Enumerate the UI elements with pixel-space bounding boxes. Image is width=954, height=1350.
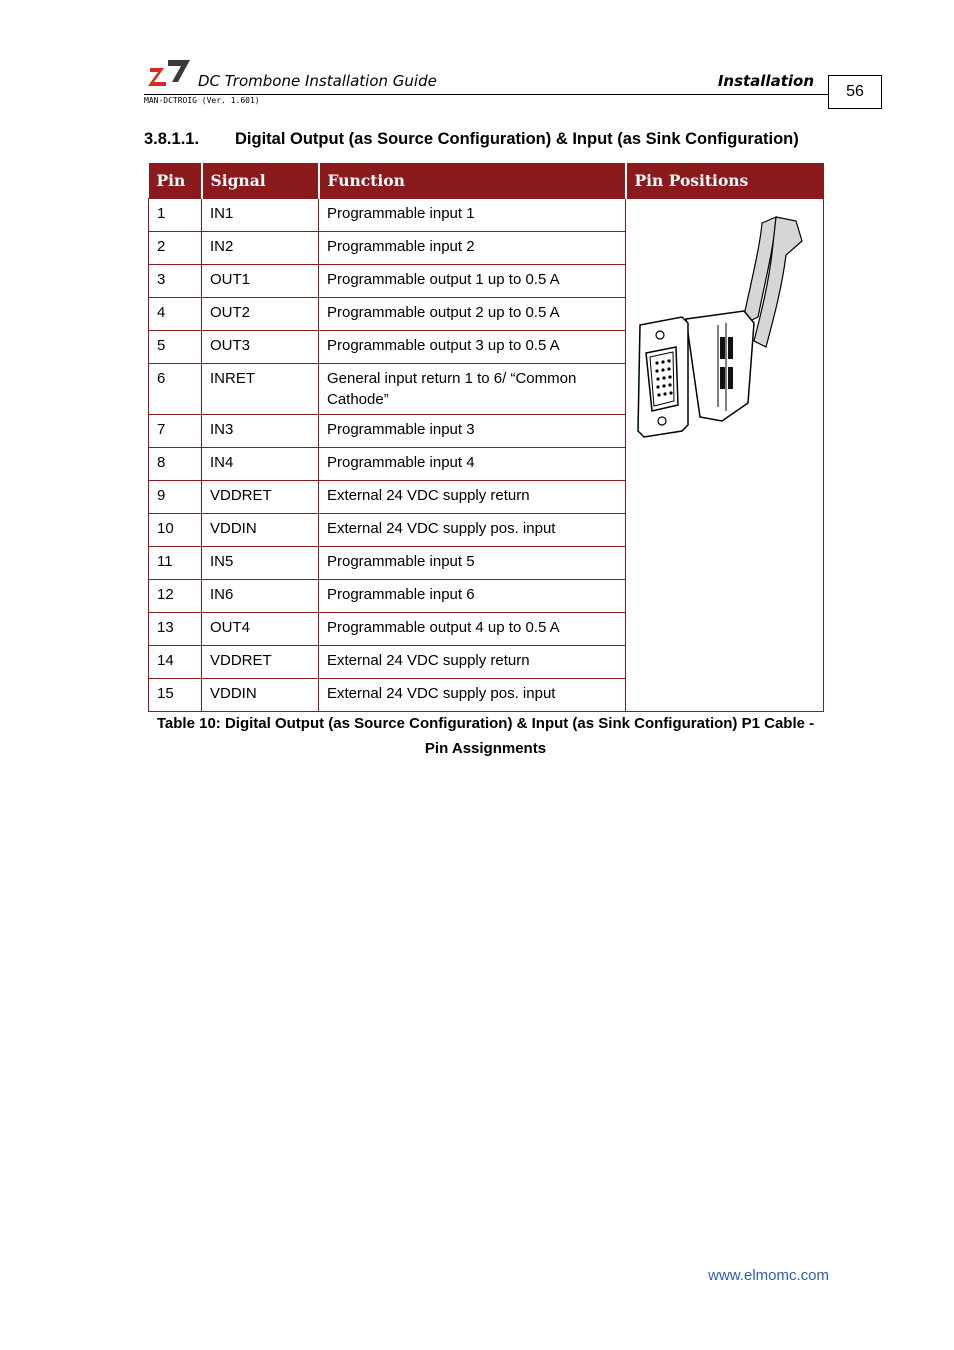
function-cell: External 24 VDC supply pos. input <box>319 679 626 712</box>
signal-cell: VDDRET <box>202 646 319 679</box>
pin-cell: 4 <box>149 298 202 331</box>
pin-cell: 3 <box>149 265 202 298</box>
pin-cell: 2 <box>149 232 202 265</box>
function-cell: Programmable output 4 up to 0.5 A <box>319 613 626 646</box>
elmo-logo-icon <box>148 58 190 86</box>
function-cell: General input return 1 to 6/ “Common Cathode” <box>319 364 626 415</box>
signal-cell: IN1 <box>202 199 319 232</box>
function-cell: Programmable input 3 <box>319 415 626 448</box>
pin-cell: 9 <box>149 481 202 514</box>
pin-cell: 15 <box>149 679 202 712</box>
page-number: 56 <box>828 75 882 109</box>
signal-cell: OUT3 <box>202 331 319 364</box>
pin-cell: 8 <box>149 448 202 481</box>
table-caption <box>148 711 823 761</box>
signal-cell: INRET <box>202 364 319 415</box>
function-cell: Programmable output 2 up to 0.5 A <box>319 298 626 331</box>
column-header-pin: Pin <box>149 163 202 199</box>
header-rule <box>144 94 828 95</box>
function-cell: Programmable input 4 <box>319 448 626 481</box>
column-header-signal: Signal <box>202 163 319 199</box>
pin-positions-cell <box>626 199 824 712</box>
d-sub-connector-icon <box>626 207 822 447</box>
document-title: DC Trombone Installation Guide <box>198 72 437 90</box>
signal-cell: IN2 <box>202 232 319 265</box>
function-cell: Programmable output 1 up to 0.5 A <box>319 265 626 298</box>
signal-cell: OUT2 <box>202 298 319 331</box>
signal-cell: IN3 <box>202 415 319 448</box>
table-caption-line-1: Table 10: Digital Output (as Source Configuration) & Input (as Sink Configuration) P1 Cable - <box>156 715 815 732</box>
signal-cell: IN4 <box>202 448 319 481</box>
table-header-row <box>149 163 824 199</box>
column-header-pin-positions: Pin Positions <box>626 163 824 199</box>
table-row <box>149 199 824 232</box>
signal-cell: IN5 <box>202 547 319 580</box>
pin-cell: 6 <box>149 364 202 415</box>
section-number: 3.8.1.1. <box>144 130 200 148</box>
footer-website-link[interactable]: www.elmomc.com <box>708 1267 829 1284</box>
function-cell: Programmable input 1 <box>319 199 626 232</box>
document-version: MAN-DCTROIG (Ver. 1.601) <box>144 96 260 105</box>
section-heading <box>144 130 799 149</box>
pin-cell: 11 <box>149 547 202 580</box>
table-caption-line-2: Pin Assignments <box>424 740 547 757</box>
pin-cell: 7 <box>149 415 202 448</box>
signal-cell: IN6 <box>202 580 319 613</box>
function-cell: Programmable input 2 <box>319 232 626 265</box>
signal-cell: OUT4 <box>202 613 319 646</box>
pin-cell: 10 <box>149 514 202 547</box>
header-section-name: Installation <box>717 72 814 90</box>
function-cell: External 24 VDC supply return <box>319 646 626 679</box>
function-cell: Programmable input 6 <box>319 580 626 613</box>
signal-cell: VDDRET <box>202 481 319 514</box>
column-header-function: Function <box>319 163 626 199</box>
function-cell: External 24 VDC supply return <box>319 481 626 514</box>
signal-cell: OUT1 <box>202 265 319 298</box>
pin-cell: 5 <box>149 331 202 364</box>
section-title: Digital Output (as Source Configuration) & Input (as Sink Configuration) <box>235 130 799 148</box>
pin-cell: 1 <box>149 199 202 232</box>
function-cell: Programmable input 5 <box>319 547 626 580</box>
function-cell: Programmable output 3 up to 0.5 A <box>319 331 626 364</box>
pin-assignment-table <box>148 163 824 712</box>
function-cell: External 24 VDC supply pos. input <box>319 514 626 547</box>
pin-cell: 13 <box>149 613 202 646</box>
pin-cell: 14 <box>149 646 202 679</box>
pin-cell: 12 <box>149 580 202 613</box>
signal-cell: VDDIN <box>202 679 319 712</box>
signal-cell: VDDIN <box>202 514 319 547</box>
